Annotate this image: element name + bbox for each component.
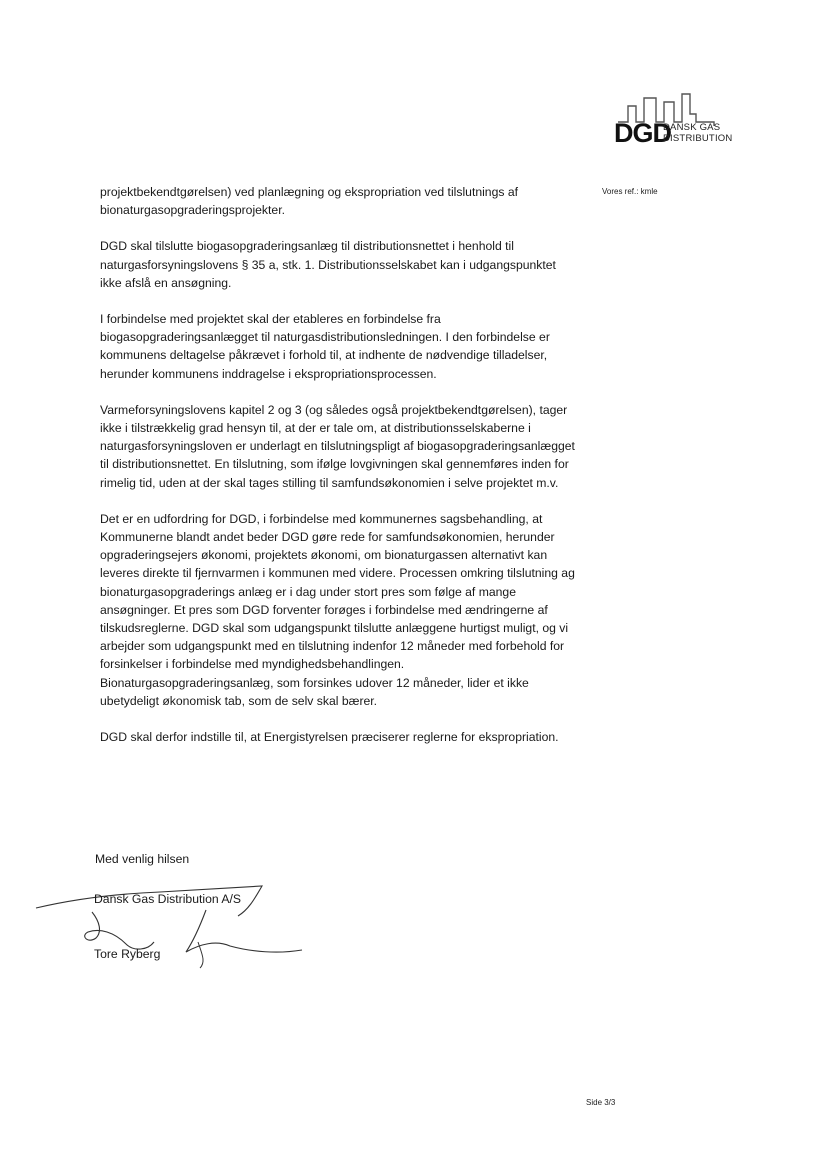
paragraph: DGD skal derfor indstille til, at Energistyrelsen præciserer reglerne for ekspropriation. [100, 730, 559, 745]
logo-line-2: DISTRIBUTION [663, 133, 733, 144]
company-name: Dansk Gas Distribution A/S [94, 892, 241, 906]
company-logo [614, 92, 732, 152]
paragraph: projektbekendtgørelsen) ved planlægning og ekspropriation ved tilslutnings af bionaturgasopgraderingsprojekter. [100, 185, 519, 218]
paragraph: Det er en udfordring for DGD, i forbindelse med kommunernes sagsbehandling, at Kommunerne blandt andet beder DGD gøre rede for samfundsøkonomien, herunder opgraderingsejers økonomi, projektets økonomi, om bionaturgassen alternativt kan leveres direkte til fjernvarmen i kommunen med videre. Processen omkring tilslutning ag bionaturgasopgraderings anlæg er i dag under stort pres som følge af mange ansøgninger. Et pres som DGD forventer forøges i forbindelse med ændringerne af tilskudsreglerne. DGD skal som udgangspunkt tilslutte anlæggene hurtigst muligt, og vi arbejder som udgangspunkt med en tilslutning indenfor 12 måneder med forbehold for forsinkelser i forbindelse med myndighedsbehandlingen. Bionaturgasopgraderingsanlæg, som forsinkes udover 12 måneder, lider et ikke ubetydeligt økonomisk tab, som de selv skal bærer. [100, 511, 575, 708]
letter-body [100, 183, 580, 764]
closing-text: Med venlig hilsen [95, 852, 190, 866]
reference-label: Vores ref.: kmle [602, 187, 658, 196]
logo-line-1: DANSK GAS [663, 122, 721, 133]
handwritten-signature [30, 870, 310, 970]
logo-text [663, 122, 732, 144]
paragraph: I forbindelse med projektet skal der etableres en forbindelse fra biogasopgraderingsanlægget til naturgasdistributionsledningen. I den forbindelse er kommunens deltagelse påkrævet i forhold til, at indhente de nødvendige tilladelser, herunder kommunens inddragelse i ekspropriationsprocessen. [100, 312, 550, 381]
signer-name: Tore Ryberg [94, 947, 161, 961]
paragraph: Varmeforsyningslovens kapitel 2 og 3 (og således også projektbekendtgørelsen), tager ikke i tilstrækkelig grad hensyn til, at der er tale om, at distributionsselskaberne i naturgasforsyningsloven er underlagt en tilslutningspligt af biogasopgraderingsanlægget til distributionsnettet. En tilslutning, som ifølge lovgivningen skal gennemføres inden for rimelig tid, uden at der skal tages stilling til samfundsøkonomien i selve projektet m.v. [100, 402, 575, 490]
page-number: Side 3/3 [586, 1098, 616, 1107]
paragraph: DGD skal tilslutte biogasopgraderingsanlæg til distributionsnettet i henhold til naturgasforsyningslovens § 35 a, stk. 1. Distributionsselskabet kan i udgangspunktet ikke afslå en ansøgning. [100, 239, 556, 290]
logo-mark: DGD [614, 118, 671, 148]
